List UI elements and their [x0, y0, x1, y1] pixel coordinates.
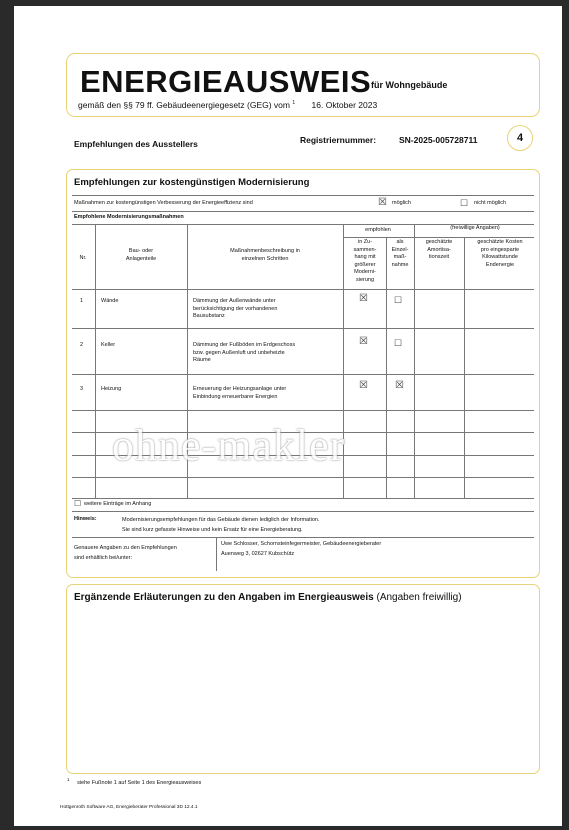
improvement-question: Maßnahmen zur kostengünstigen Verbesserung der Energieeffizienz sind — [74, 200, 253, 206]
page-number-badge: 4 — [507, 125, 533, 151]
row-part: Wände — [101, 298, 119, 304]
legal-basis-text: gemäß den §§ 79 ff. Gebäudeenergiegesetz (GEG) vom — [78, 100, 290, 110]
col-header-amortisation: geschätzte Amortisa- tionszeit — [425, 239, 453, 261]
explanations-title — [74, 592, 462, 603]
watermark: ohne-makler — [112, 421, 346, 470]
divider — [72, 195, 534, 196]
footnote-marker: 1 — [67, 777, 70, 782]
footnote-text: siehe Fußnote 1 auf Seite 1 des Energieausweises — [77, 779, 202, 786]
divider — [72, 511, 534, 512]
row-description: Dämmung der Außenwände unter berücksichtigung der vorhandenen Bausubstanz — [193, 298, 278, 320]
explanations-note: (Angaben freiwillig) — [376, 592, 462, 603]
notes-label: Hinweis: — [74, 516, 97, 522]
legal-date: 16. Oktober 2023 — [311, 100, 378, 110]
registration-label: Registriernummer: — [300, 135, 377, 145]
row-divider — [72, 328, 534, 329]
contact-label: Genauere Angaben zu den Empfehlungen sind erhältlich bei/unter: — [74, 545, 177, 561]
footnote-marker: 1 — [292, 100, 296, 107]
row-nr: 1 — [80, 298, 84, 304]
col-header-recommended: empfohlen — [365, 227, 391, 233]
notes-text: Modernisierungsempfehlungen für das Gebäude dienen lediglich der Information. Sie sind kurz gefasste Hinweise und kein Ersatz für eine Energieberatung. — [122, 517, 320, 533]
checkbox-checked-icon: ☒ — [378, 197, 387, 208]
checkbox-checked-icon: ☒ — [359, 293, 368, 304]
row-in-package-checkbox[interactable] — [359, 294, 368, 304]
footnote — [67, 777, 201, 786]
row-divider — [72, 410, 534, 411]
document-title: ENERGIEAUSWEIS — [80, 64, 372, 99]
more-entries-checkbox[interactable] — [74, 499, 81, 509]
row-part: Keller — [101, 342, 116, 348]
not-possible-checkbox[interactable] — [460, 198, 468, 208]
grid-line — [216, 537, 217, 571]
row-nr: 3 — [80, 386, 84, 392]
col-header-description: Maßnahmenbeschreibung in einzelnen Schritten — [230, 248, 300, 262]
row-divider — [72, 498, 534, 499]
col-header-single: als Einzel- maß- nahme — [391, 239, 409, 268]
divider — [343, 237, 534, 238]
registration-number: SN-2025-005728711 — [399, 135, 478, 145]
recommendations-title: Empfehlungen zur kostengünstigen Modernisierung — [74, 177, 310, 188]
divider — [72, 211, 534, 212]
col-header-part: Bau- oder Anlagenteile — [125, 248, 157, 262]
recommendations-box — [66, 169, 540, 578]
possible-checkbox[interactable] — [378, 198, 387, 208]
grid-line — [464, 237, 465, 498]
divider — [72, 537, 534, 538]
row-description: Dämmung der Fußböden im Erdgeschoss bzw. gegen Außenluft und unbeheizte Räume — [193, 342, 296, 364]
software-credit: Hottgenroth Software AG, Energieberater Professional 3D 12.4.1 — [60, 805, 198, 810]
possible-label: möglich — [392, 200, 411, 206]
legal-basis — [78, 100, 377, 110]
row-in-package-checkbox[interactable] — [359, 337, 368, 347]
col-header-cost: geschätzte Kosten pro eingesparte Kilowattstunde Endenergie — [477, 239, 523, 268]
row-in-package-checkbox[interactable] — [359, 381, 368, 391]
row-divider — [72, 374, 534, 375]
contact-value: Uwe Schlosser, Schornsteinfegermeister, Gebäudeenergieberater Auenweg 3, 02627 Kubschütz — [221, 541, 382, 557]
document-page — [14, 6, 562, 826]
row-single-checkbox[interactable] — [395, 381, 404, 391]
row-part: Heizung — [101, 386, 122, 392]
col-header-nr: Nr. — [79, 255, 87, 261]
explanations-box — [66, 584, 540, 774]
checkbox-checked-icon: ☒ — [395, 380, 404, 391]
row-divider — [72, 289, 534, 290]
row-description: Erneuerung der Heizungsanlage unter Einbindung erneuerbarer Energien — [193, 386, 287, 400]
checkbox-checked-icon: ☒ — [359, 336, 368, 347]
more-entries-label: weitere Einträge im Anhang — [84, 501, 152, 507]
row-nr: 2 — [80, 342, 84, 348]
checkbox-empty-icon: ☐ — [74, 499, 82, 508]
not-possible-label: nicht möglich — [474, 200, 507, 206]
building-type: für Wohngebäude — [371, 80, 448, 90]
checkbox-empty-icon: ☐ — [460, 198, 469, 208]
explanations-heading: Ergänzende Erläuterungen zu den Angaben im Energieausweis — [74, 592, 374, 603]
checkbox-empty-icon: ☐ — [394, 295, 403, 305]
grid-line — [414, 224, 415, 498]
checkbox-checked-icon: ☒ — [359, 380, 368, 391]
col-header-in-package: in Zu- sammen- hang mit größerer Moderni- sierung — [353, 239, 377, 283]
row-single-checkbox[interactable] — [394, 295, 402, 305]
grid-line — [95, 224, 96, 498]
row-divider — [72, 477, 534, 478]
grid-line — [386, 237, 387, 498]
row-single-checkbox[interactable] — [394, 338, 402, 348]
col-header-optional: (freiwillige Angaben) — [450, 225, 500, 231]
section-label: Empfehlungen des Ausstellers — [74, 139, 198, 149]
measures-label: Empfohlene Modernisierungsmaßnahmen — [74, 214, 184, 220]
checkbox-empty-icon: ☐ — [394, 338, 403, 348]
header-box — [66, 53, 540, 117]
